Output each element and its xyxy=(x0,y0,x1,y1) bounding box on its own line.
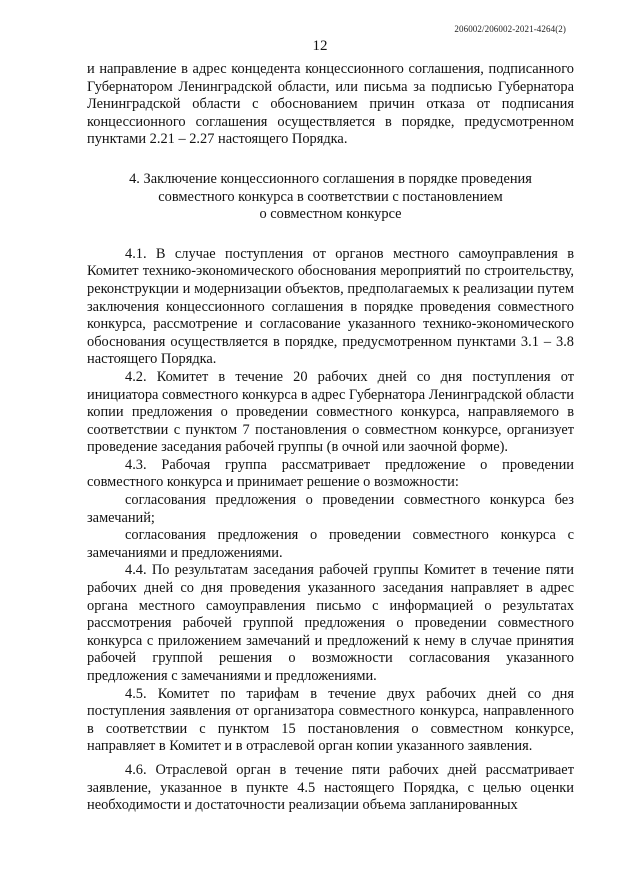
document-id: 206002/206002-2021-4264(2) xyxy=(454,24,566,34)
section-heading-line: о совместном конкурсе xyxy=(259,206,402,223)
page-number: 12 xyxy=(312,38,328,54)
paragraph-4-3-option-1: согласования предложения о проведении совместного конкурса без замечаний; xyxy=(87,492,574,526)
paragraph-4-4: 4.4. По результатам заседания рабочей группы Комитет в течение пяти рабочих дней со дня проведения указанного заседания направляет в адрес органа местного самоуправления письмо с информацией о результатах рассмотрения рабочей группой предложения о проведении совместного конкурса с приложением замечаний и предложений к нему в случае принятия рабочей группой решения о возможности согласования указанного предложения с замечаниями и предложениями. xyxy=(87,562,574,684)
paragraph-4-3-option-2: согласования предложения о проведении совместного конкурса с замечаниями и предложениями. xyxy=(87,527,574,561)
section-heading-line: 4. Заключение концессионного соглашения в порядке проведения xyxy=(129,170,532,187)
paragraph-4-3: 4.3. Рабочая группа рассматривает предложение о проведении совместного конкурса и принимает решение о возможности: xyxy=(87,456,574,491)
paragraph-4-1: 4.1. В случае поступления от органов местного самоуправления в Комитет технико-экономического обоснования мероприятий по строительству, реконструкции и модернизации объектов, предполагаемых к реализации путем заключения концессионного соглашения в порядке проведения совместного конкурса, рассмотрение и согласование указанного технико-экономического обоснования осуществляется в порядке, предусмотренном пунктами 3.1 – 3.8 настоящего Порядка. xyxy=(87,245,574,368)
document-body xyxy=(87,61,574,815)
intro-paragraph: и направление в адрес концедента концессионного соглашения, подписанного Губернатором Ленинградской области, или письма за подписью Губернатора Ленинградской области с обоснованием причин отказа от подписания концессионного соглашения осуществляется в порядке, предусмотренном пунктами 2.21 – 2.27 настоящего Порядка. xyxy=(87,61,574,148)
section-heading-line: совместного конкурса в соответствии с постановлением xyxy=(158,188,503,205)
paragraph-4-5: 4.5. Комитет по тарифам в течение двух рабочих дней со дня поступления заявления от организатора совместного конкурса, направленного в соответствии с пунктом 15 постановления о совместном конкурсе, направляет в Комитет и в отраслевой орган копии указанного заявления. xyxy=(87,685,574,755)
paragraph-4-6: 4.6. Отраслевой орган в течение пяти рабочих дней рассматривает заявление, указанное в пункте 4.5 настоящего Порядка, с целью оценки необходимости и достаточности реализации объема запланированных xyxy=(87,761,574,814)
paragraph-4-2: 4.2. Комитет в течение 20 рабочих дней со дня поступления от инициатора совместного конкурса в адрес Губернатора Ленинградской области копии предложения о проведении совместного конкурса, направляемого в соответствии с пунктом 7 постановления о совместном конкурсе, организует проведение заседания рабочей группы (в очной или заочной форме). xyxy=(87,368,574,456)
section-heading xyxy=(87,171,574,224)
